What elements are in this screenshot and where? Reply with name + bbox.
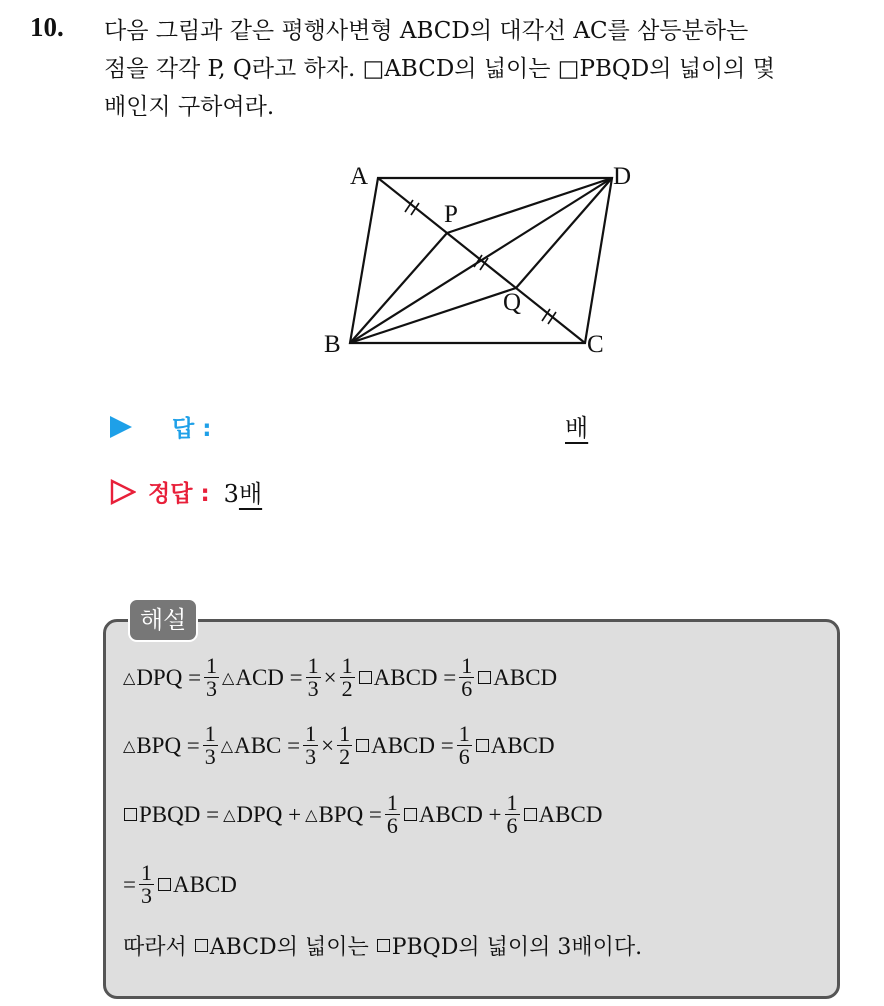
solution-tab: 해설 [128,598,198,642]
outline-triangle-icon [110,479,136,505]
correct-answer-value: 3배 [223,480,263,508]
parallelogram-figure [310,150,670,370]
question-number: 10. [30,12,64,42]
answer-label: 답 : [172,416,212,442]
question-text-line-3: 배인지 구하여라. [104,94,275,120]
diagonal-bd [350,178,612,343]
answer-row [110,410,589,443]
correct-answer-label: 정답 : [148,481,210,507]
solution-conclusion: 따라서 ABCD의 넓이는 PBQD의 넓이의 3배이다. [123,935,643,960]
play-triangle-icon [110,416,132,438]
label-p: P [444,201,458,228]
label-a: A [350,163,369,190]
solution-line-4: = $\frac{1}{3}$ ABCD [123,860,237,908]
label-q: Q [503,289,522,316]
label-d: D [613,163,632,190]
solution-line-3: PBQD = △ DPQ + △ BPQ = $\frac{1}{6}$ ABCD + $\frac{1}{6}$ ABCD [123,792,602,837]
label-b: B [324,331,341,358]
question-text-line-1: 다음 그림과 같은 평행사변형 ABCD의 대각선 AC를 삼등분하는 [104,18,749,44]
correct-answer-row [110,474,262,509]
label-c: C [587,331,604,358]
answer-unit: 배 [565,414,589,442]
question-text-line-2: 점을 각각 P, Q라고 하자. □ABCD의 넓이는 □PBQD의 넓이의 몇 [104,56,775,82]
solution-line-2: △ BPQ = $\frac{1}{3}$ △ ABC = $\frac{1}{3}$ × $\frac{1}{2}$ ABCD = $\frac{1}{6}$ ABCD [123,721,555,769]
solution-line-1: △ DPQ = $\frac{1}{3}$ △ ACD = $\frac{1}{3}$ × $\frac{1}{2}$ ABCD = $\frac{1}{6}$ ABCD [123,653,558,701]
